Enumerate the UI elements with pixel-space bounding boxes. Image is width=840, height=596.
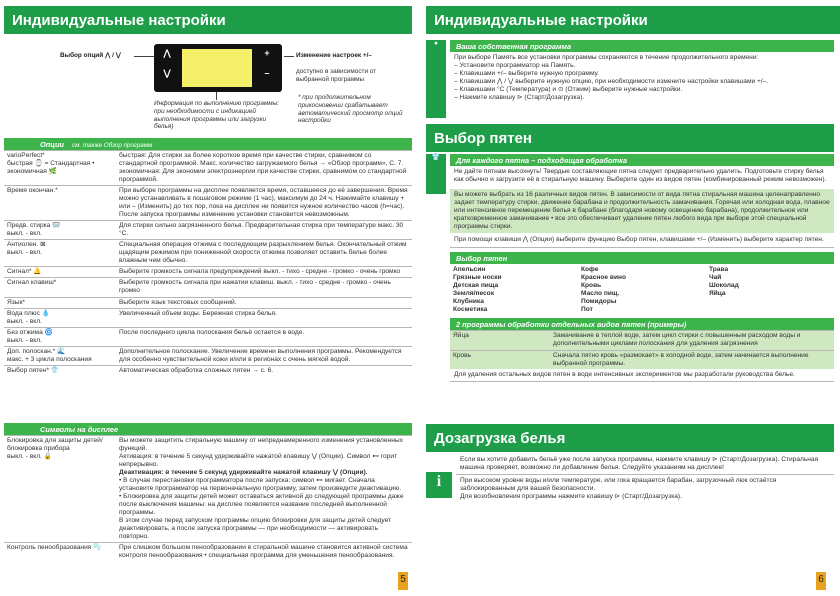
stain-type [706, 306, 834, 314]
stain-choice-header: Выбор пятен [450, 252, 834, 264]
each-stain-header: Для каждого пятна – подходящая обработка [450, 154, 834, 166]
reload-title: Дозагрузка белья [426, 424, 834, 452]
left-page [0, 0, 418, 596]
stain-type: Детская пища [453, 282, 499, 290]
plus-button[interactable]: + [264, 48, 270, 58]
own-program-header: Ваша собственная программа [450, 40, 834, 52]
page-number-right: 6 [816, 572, 826, 590]
own-program-section [426, 40, 834, 104]
stain-type: Кофе [581, 266, 599, 274]
option-name: Антиолен. ⊠ выкл. - вкл. [4, 240, 116, 267]
control-panel-diagram [4, 38, 412, 138]
option-name: Доп. полоскан.* 🌊 макс. + 3 цикла полоскания [4, 346, 116, 365]
option-desc: быстрая: Для стирки за более короткое время при качестве стирки, сравнимом со стандартной программой. Макс. количество загружаемого белья → «Обзор программ», С. 7. экономичная: Для экономии электроэнергии при качестве стирки, сравнимом со стандартной программой. [116, 151, 412, 186]
lcd-display [182, 49, 252, 87]
stain-type: Земля/песок [453, 290, 495, 298]
stain-type [706, 298, 834, 306]
foam-name: Контроль пенообразования 🫧 [4, 543, 116, 562]
options-section [4, 138, 412, 376]
table-row [450, 306, 834, 314]
table-row [4, 186, 412, 221]
info-note: Информация по выполнению программы: при необходимости с индикацией выполнения программы или загрузки белья) [154, 100, 280, 131]
table-row [4, 308, 412, 327]
stains-info: Вы можете выбрать из 16 различных видов пятен. В зависимости от вида пятна стиральная машина целенаправленно задает температуру стирки, движение барабана и продолжительность замачивания. Горячая или холодная вода, плавное или интенсивное перемещение белья в барабане (благодаря новому освещению барабана), продолжительное или кратковременное замачивание • все это обеспечивает удаление пятен любого вида при выборе этой специальной программы стирки. [450, 189, 834, 233]
table-row [4, 267, 412, 278]
stain-type: Яйца [709, 290, 726, 298]
table-row [4, 436, 412, 543]
each-stain-text: Не дайте пятнам высохнуть! Твердые составляющие пятна следует предварительно удалить. Подготовьте стирку белья как обычно и загрузите её в стиральную машину. Выберите один из видов пятен (комбинированный режим невозможен). [454, 168, 827, 184]
symbols-header: Символы на дисплее [4, 423, 412, 435]
footnote: * при продолжительном прикосновении срабатывает автоматический просмотр опций настройки [298, 94, 403, 125]
table-row [4, 221, 412, 240]
stain-type: Трава [709, 266, 729, 274]
option-name: Вода плюс 💧 выкл. - вкл. [4, 308, 116, 327]
stain-type: Помидоры [581, 298, 617, 306]
shirt-icon: 👕 [426, 154, 446, 194]
stain-type: Кровь [581, 282, 602, 290]
stain-type: Чай [709, 274, 722, 282]
stain-type: Грязные носки [453, 274, 502, 282]
select-options-label: Выбор опций ⋀ / ⋁ [60, 52, 122, 59]
option-desc: Выберите язык текстовых сообщений. [116, 297, 412, 308]
stain-type: Косметика [453, 306, 488, 314]
option-name: varioPerfect* быстрая ⌚ = Стандартная • экономичная 🌿 [4, 151, 116, 186]
right-page [422, 0, 840, 596]
program-icon: ● [426, 40, 446, 118]
option-desc: Дополнительное полоскание. Увеличение времени выполнения программы. Рекомендуется для особенно чувствительной кожи и/или в регионах с очень мягкой водой. [116, 346, 412, 365]
options-table [4, 150, 412, 376]
option-name: Язык* [4, 297, 116, 308]
option-desc: После последнего цикла полоскания бельё остается в воде. [116, 327, 412, 346]
page-number-left: 5 [398, 572, 408, 590]
reload-section [426, 454, 834, 503]
stains-section [426, 154, 834, 382]
table-row [450, 298, 834, 306]
up-button[interactable]: ⋀ [163, 48, 171, 58]
down-button[interactable]: ⋁ [163, 68, 171, 78]
examples-note: Для удаления остальных видов пятен в воде интенсивных экспериментов мы разработали руководства белье. [450, 369, 834, 382]
table-row [4, 278, 412, 297]
table-row [4, 543, 412, 562]
stain-type: Пот [581, 306, 593, 314]
availability-note: доступно в зависимости от выбранной программы [296, 68, 377, 83]
table-row [450, 266, 834, 274]
option-desc: Увеличенный объем воды. Бережная стирка белья. [116, 308, 412, 327]
stain-type: Шоколад [709, 282, 739, 290]
option-desc: Специальная операция отжима с последующим разрыхлением белья. Окончательный отжим щадящим режимом при пониженной скорости отжима позволяет оставить белье более влажным чем обычно. [116, 240, 412, 267]
option-name: Без отжима 🌀 выкл. - вкл. [4, 327, 116, 346]
page-title-right: Индивидуальные настройки [426, 6, 834, 34]
stain-type: Красное вино [581, 274, 627, 282]
symbols-section [4, 423, 412, 561]
option-name: Сигнал клавиш* [4, 278, 116, 297]
stain-type: Апельсин [453, 266, 486, 274]
option-desc: Выберите громкость сигнала при нажатии клавиш. выкл. - тихо - средне - громко - очень громко [116, 278, 412, 297]
examples-table [450, 330, 834, 368]
table-row [4, 240, 412, 267]
table-row [4, 151, 412, 186]
table-row [4, 365, 412, 376]
table-row [4, 297, 412, 308]
lock-name: Блокировка для защиты детей/ блокировка прибора выкл. - вкл. 🔒 [4, 436, 116, 543]
option-name: Выбор пятен* 👕 [4, 365, 116, 376]
option-name: Время окончан.* [4, 186, 116, 221]
option-desc: Автоматическая обработка сложных пятен → с. 6. [116, 365, 412, 376]
reload-note: При высоком уровне воды и/или температуре, или гока вращается барабан, загрузочный люк остаётся заблокированным для вашей безопасности. Для возобновления программы нажмите клавишу ⊳ (Старт/Дозагрузка). [460, 477, 777, 501]
two-programs-header: 2 программы обработки отдельных видов пятен (примеры) [450, 318, 834, 330]
table-row: Яйца Замачивание в теплой воде, затем цикл стирки с повышенным расходом воды и дополнительными циклами полоскания для удаления загрязнения [450, 331, 834, 350]
option-desc: Для стирки сильно загрязненного белья. Предварительная стирка при температуре макс. 30 °C. [116, 221, 412, 240]
stain-type: Масло пищ. [581, 290, 620, 298]
table-row [450, 290, 834, 298]
foam-desc: При слишком большом пенообразовании в стиральной машине становится активной система контроля пенообразования • специальная программа для уменьшения пенообразования. [116, 543, 412, 562]
minus-button[interactable]: – [264, 68, 270, 78]
table-row [4, 346, 412, 365]
reload-text: Если вы хотите добавить бельё уже после запуска программы, нажмите клавишу ⊳ (Старт/Дозагрузка). Стиральная машина проверяет, возможно ли добавление белья. Следуйте указаниям на дисплее! [456, 454, 834, 475]
stain-type: Клубника [453, 298, 484, 306]
table-row: Кровь Сначала пятно кровь «размокает» в холодной воде, затем начинается выполнение выбранной программы. [450, 350, 834, 369]
option-desc: Выберите громкость сигнала предупреждений выкл. - тихо - средне - громко - очень громко [116, 267, 412, 278]
options-header: Опции см. также Обзор программ [4, 138, 412, 150]
stains-title: Выбор пятен [426, 124, 834, 152]
table-row [450, 274, 834, 282]
table-row [450, 282, 834, 290]
change-settings-label: Изменение настроек +/– [296, 52, 372, 59]
page-title-left: Индивидуальные настройки [4, 6, 412, 34]
table-row [4, 327, 412, 346]
stain-types-table [450, 266, 834, 314]
own-program-text: При выборе Память все установки программы сохраняются в течение продолжительного времени: – Установите программатор на Память. – Клавишами +/– выберите нужную программу. – Клавишами ⋀ / ⋁ выберите нужную опцию, при необходимости измените настройки клавишами +/–. – Клавишами °C (Температура) и ⊙ (Отжим) выберите нужные настройки. – Нажмите клавишу ⊳ (Старт/Дозагрузка). [454, 54, 769, 102]
lock-desc: Вы можете защитить стиральную машину от непреднамеренного изменения установленных функций. Активация: в течение 5 секунд удерживайте нажатой клавишу ⋁ (Опции). Символ ⊷ горит непрерывно. Деактивация: в течение 5 секунд удерживайте нажатой клавишу ⋁ (Опции). • В случае перестановки программатора после запуска: символ ⊷ мигает. Сначала установите программатор на первоначальную программу, затем произведите деактивацию. • Блокировка для защиты детей может оставаться активной до следующей программы даже после выключения машины: на дисплее появляется название последней выполненной программы. В этом случае перед запуском программы опцию блокировки для защиты детей следует деактивировать, а после запуска программы — при необходимости — активировать повторно. [116, 436, 412, 543]
info-icon: i [426, 472, 452, 498]
display-panel [154, 44, 282, 92]
option-name: Сигнал* 🔔 [4, 267, 116, 278]
option-name: Предв. стирка 🥽 выкл. - вкл. [4, 221, 116, 240]
stains-howto: При помощи клавиши ⋀ (Опции) выберите функцию Выбор пятен, клавишами +/– (Изменить) выберите характер пятен. [450, 233, 834, 248]
option-desc: При выборе программы на дисплее появляется время, оставшееся до её завершения. Время можно устанавливать в пошаговом режиме (1 час), максимум до 24 ч. Нажимайте клавишу + или – (Изменить) до тех пор, пока на дисплее не появится нужное количество часов (h=час). После запуска программы изменение установки становится невозможным. [116, 186, 412, 221]
